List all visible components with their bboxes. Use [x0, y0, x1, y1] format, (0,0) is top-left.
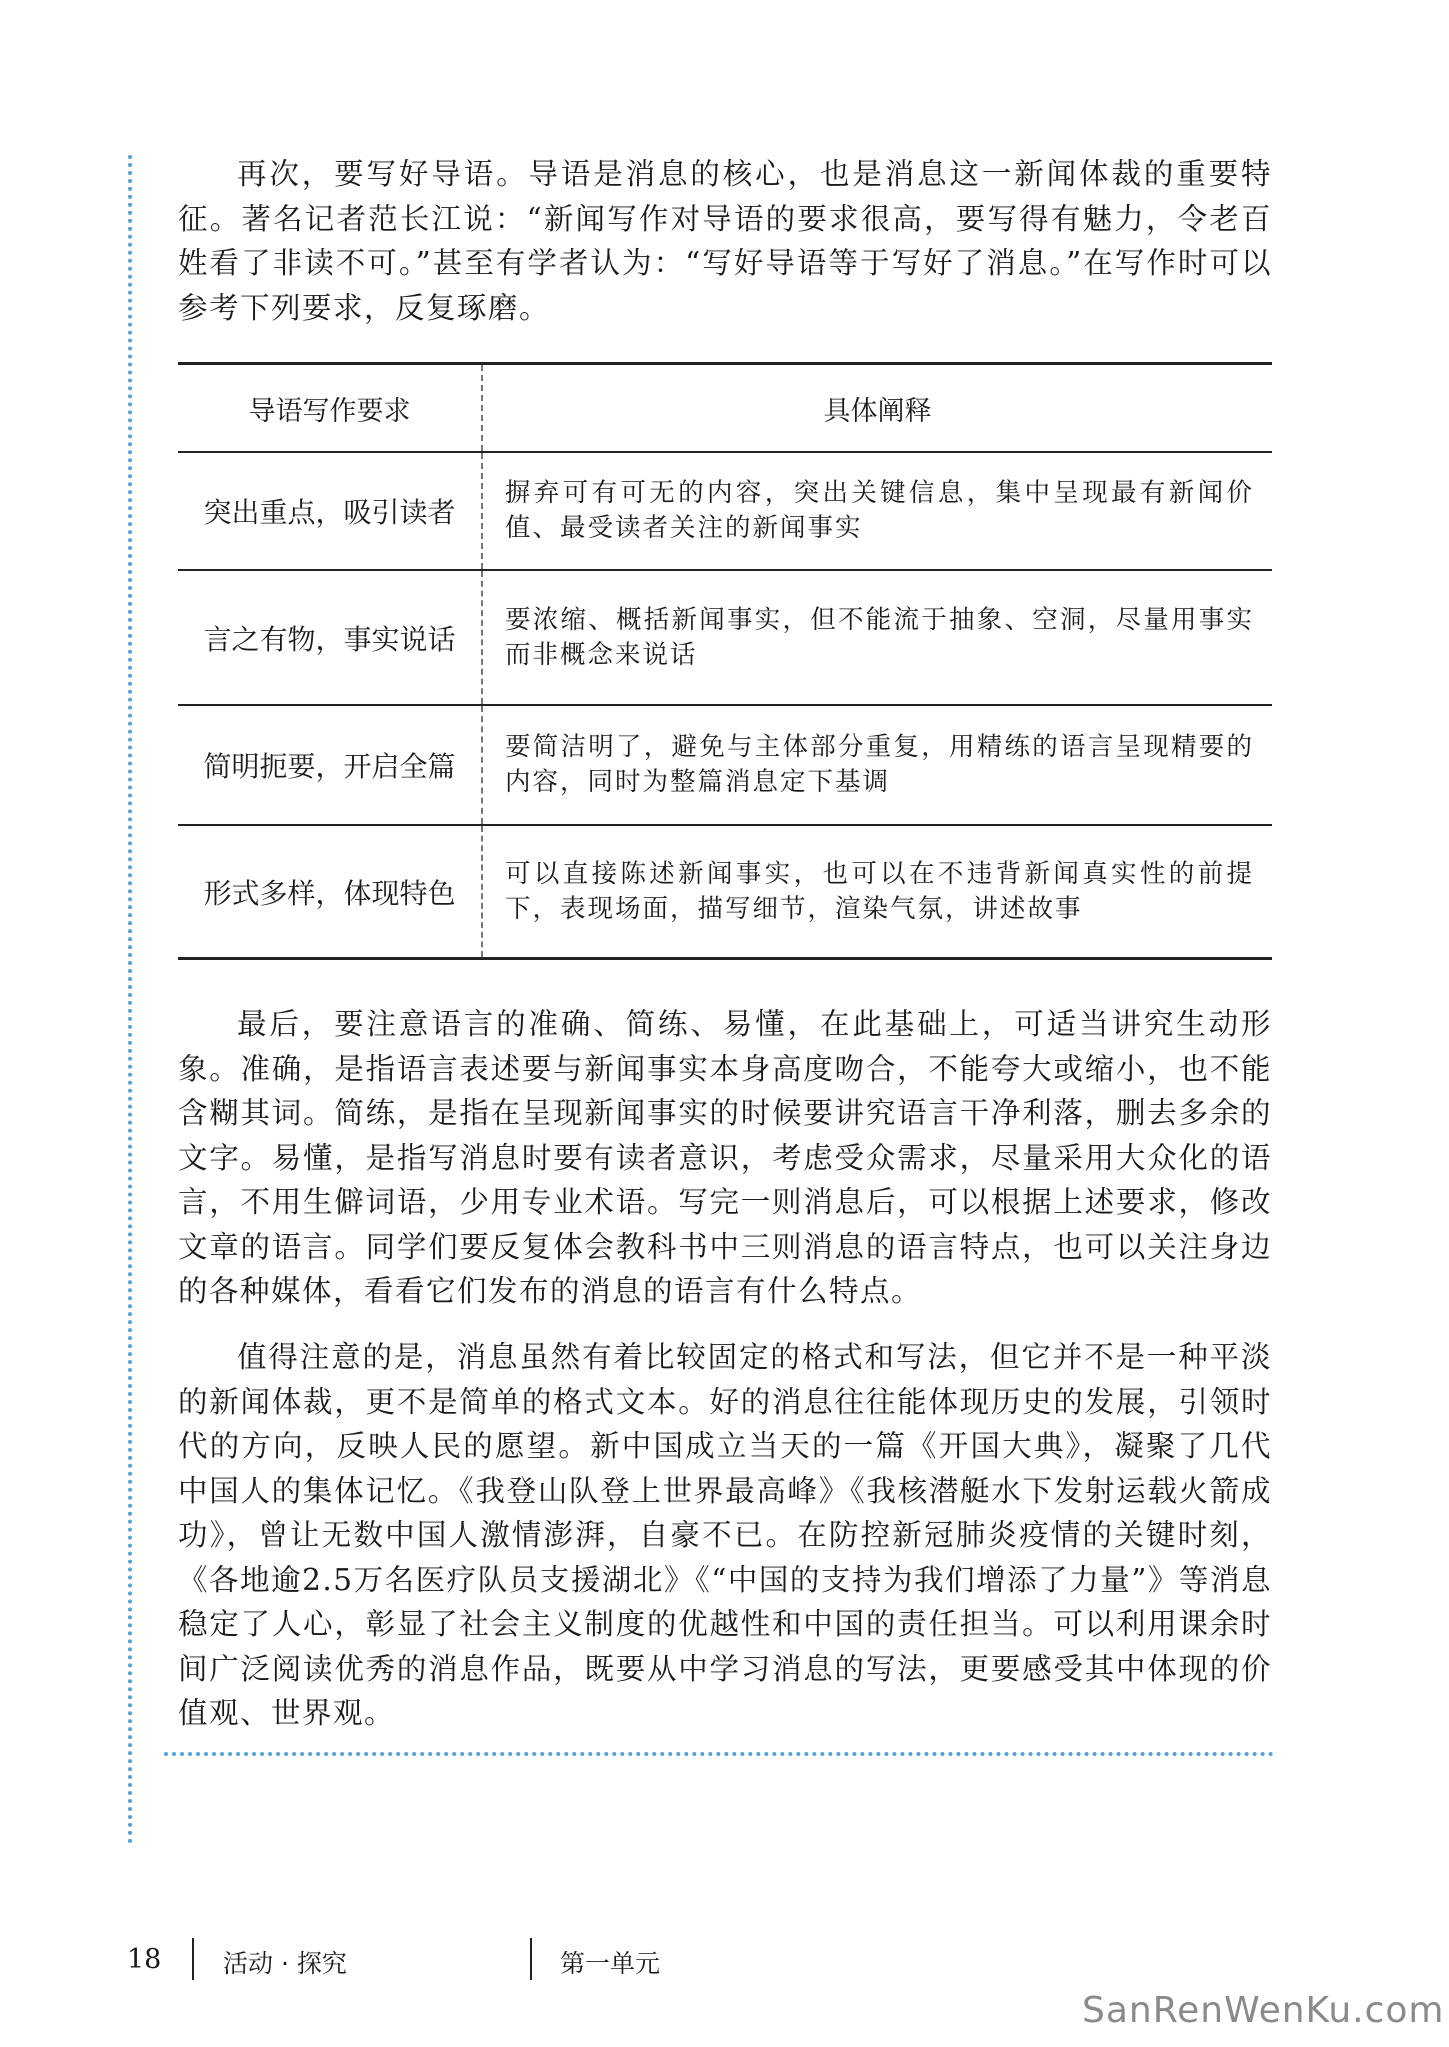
- explanation-cell: 要简洁明了，避免与主体部分重复，用精练的语言呈现精要的内容，同时为整篇消息定下基调: [482, 705, 1272, 825]
- unit-title: 第一单元: [560, 1949, 661, 1978]
- footer-divider: [530, 1938, 532, 1980]
- table-row: [178, 452, 1272, 570]
- explanation-cell: 要浓缩、概括新闻事实，但不能流于抽象、空洞，尽量用事实而非概念来说话: [482, 570, 1272, 705]
- footer-divider: [192, 1938, 194, 1980]
- page-number: 18: [127, 1944, 162, 1975]
- table-row: [178, 570, 1272, 705]
- table-header-row: [178, 364, 1272, 453]
- requirement-cell: 形式多样，体现特色: [178, 825, 482, 959]
- table-row: [178, 705, 1272, 825]
- table-row: [178, 825, 1272, 959]
- section-title: 活动 · 探究: [223, 1949, 347, 1978]
- watermark: SanRenWenKu.com: [1082, 1990, 1445, 2031]
- lead-requirements-table: [178, 362, 1272, 960]
- explanation-cell: 可以直接陈述新闻事实，也可以在不违背新闻真实性的前提下，表现场面，描写细节，渲染气氛，讲述故事: [482, 825, 1272, 959]
- paragraph-lead-writing: 再次，要写好导语。导语是消息的核心，也是消息这一新闻体裁的重要特征。著名记者范长江说：“新闻写作对导语的要求很高，要写得有魅力，令老百姓看了非读不可。”甚至有学者认为：“写好导语等于写好了消息。”在写作时可以参考下列要求，反复琢磨。: [178, 157, 1272, 325]
- column-header-requirement: 导语写作要求: [178, 364, 482, 453]
- requirement-cell: 简明扼要，开启全篇: [178, 705, 482, 825]
- left-dotted-border: [128, 155, 132, 1845]
- explanation-cell: 摒弃可有可无的内容，突出关键信息，集中呈现最有新闻价值、最受读者关注的新闻事实: [482, 452, 1272, 570]
- requirement-cell: 突出重点，吸引读者: [178, 452, 482, 570]
- paragraph-language: 最后，要注意语言的准确、简练、易懂，在此基础上，可适当讲究生动形象。准确，是指语言表述要与新闻事实本身高度吻合，不能夸大或缩小，也不能含糊其词。简练，是指在呈现新闻事实的时候要讲究语言干净利落，删去多余的文字。易懂，是指写消息时要有读者意识，考虑受众需求，尽量采用大众化的语言，不用生僻词语，少用专业术语。写完一则消息后，可以根据上述要求，修改文章的语言。同学们要反复体会教科书中三则消息的语言特点，也可以关注身边的各种媒体，看看它们发布的消息的语言有什么特点。: [178, 1007, 1272, 1308]
- requirement-cell: 言之有物，事实说话: [178, 570, 482, 705]
- column-header-explanation: 具体阐释: [482, 364, 1272, 453]
- bottom-dotted-border: [164, 1752, 1274, 1756]
- paragraph-note: 值得注意的是，消息虽然有着比较固定的格式和写法，但它并不是一种平淡的新闻体裁，更不是简单的格式文本。好的消息往往能体现历史的发展，引领时代的方向，反映人民的愿望。新中国成立当天的一篇《开国大典》，凝聚了几代中国人的集体记忆。《我登山队登上世界最高峰》《我核潜艇水下发射运载火箭成功》，曾让无数中国人激情澎湃，自豪不已。在防控新冠肺炎疫情的关键时刻，《各地逾2.5万名医疗队员支援湖北》《“中国的支持为我们增添了力量”》等消息稳定了人心，彰显了社会主义制度的优越性和中国的责任担当。可以利用课余时间广泛阅读优秀的消息作品，既要从中学习消息的写法，更要感受其中体现的价值观、世界观。: [178, 1340, 1272, 1730]
